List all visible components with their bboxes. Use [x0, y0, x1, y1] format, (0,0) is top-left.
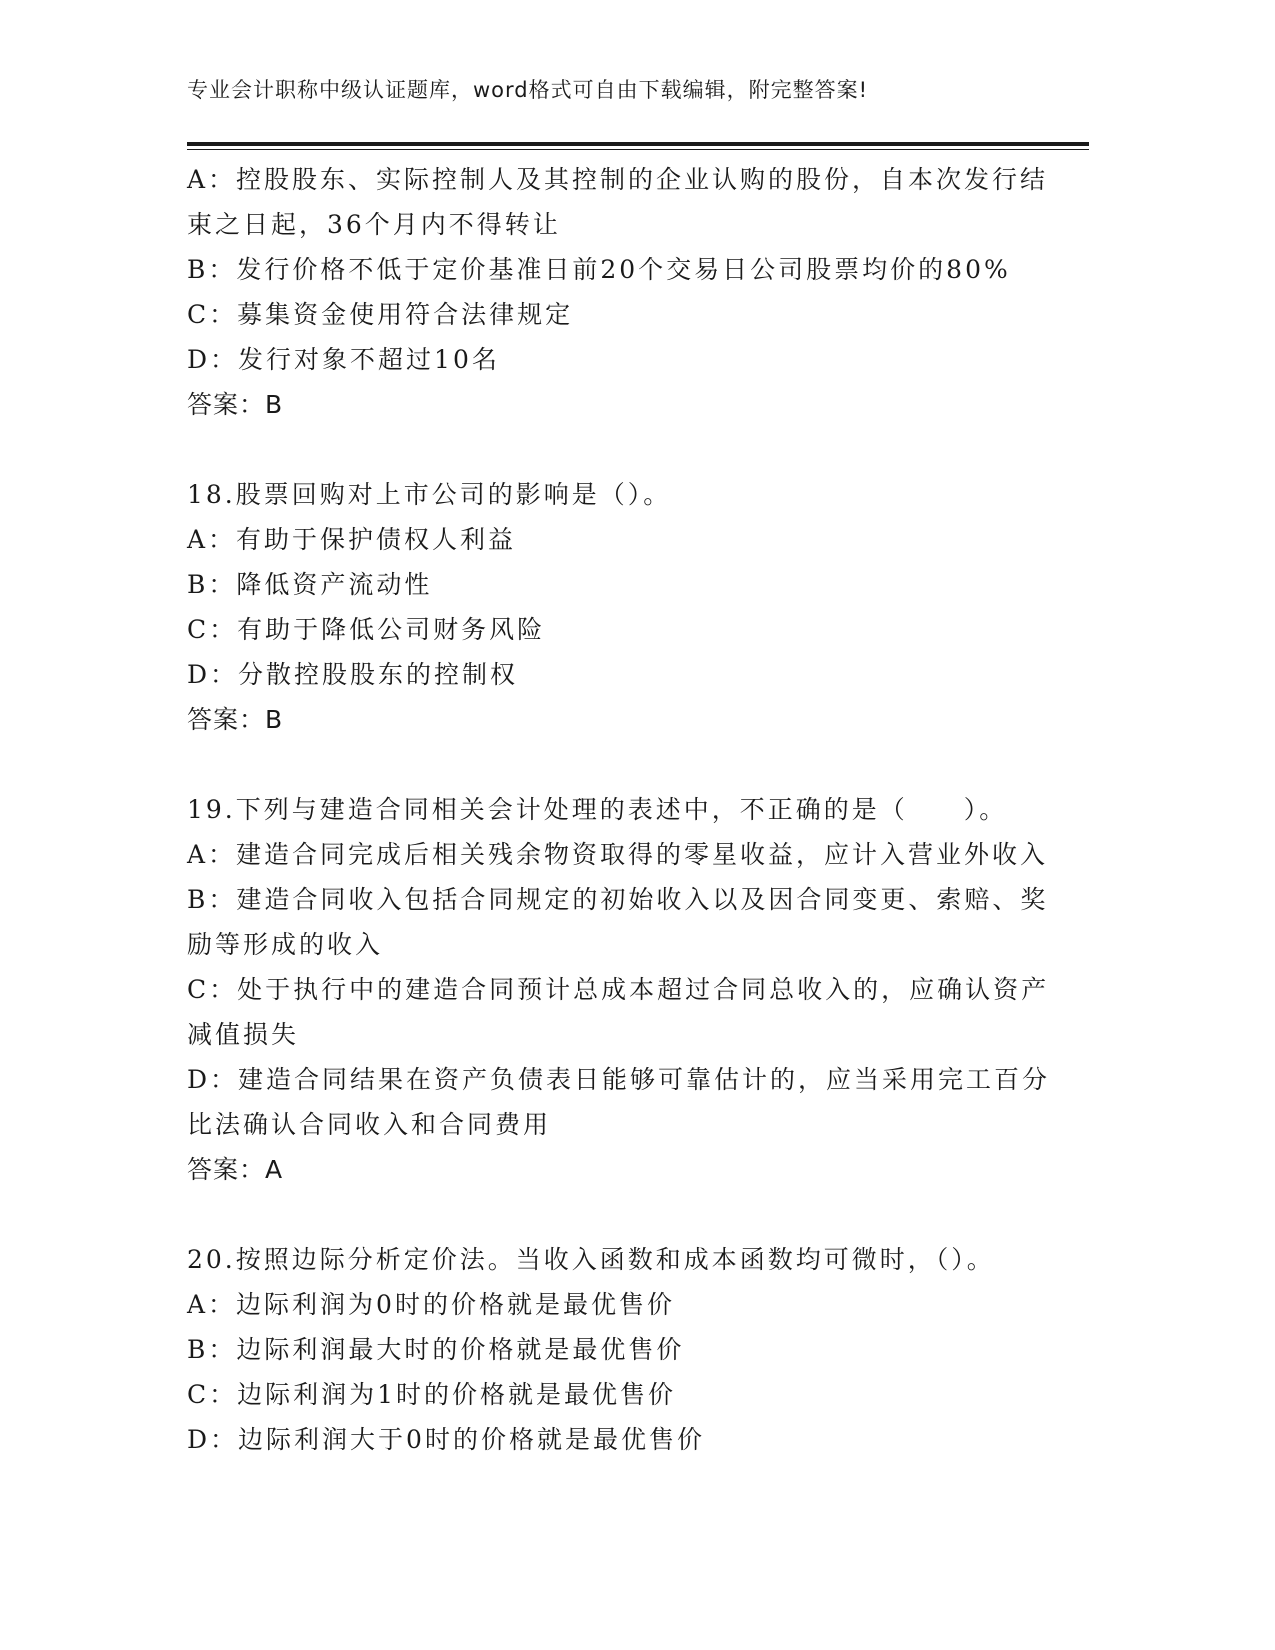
question-18-answer: 答案：B: [187, 705, 284, 734]
question-20-stem: 20.按照边际分析定价法。当收入函数和成本函数均可微时，（）。: [187, 1245, 995, 1274]
question-17-option-d: D：发行对象不超过10名: [187, 345, 500, 374]
question-18-stem: 18.股票回购对上市公司的影响是（）。: [187, 480, 672, 509]
question-17-option-a: A：控股股东、实际控制人及其控制的企业认购的股份，自本次发行结: [187, 165, 1049, 194]
spacer: [187, 427, 1077, 472]
question-17-option-b: B：发行价格不低于定价基准日前20个交易日公司股票均价的80%: [187, 255, 1011, 284]
question-18-option-c: C：有助于降低公司财务风险: [187, 615, 546, 644]
question-20-option-c: C：边际利润为1时的价格就是最优售价: [187, 1380, 677, 1409]
header-rule-thin: [187, 149, 1089, 150]
question-19-stem: 19.下列与建造合同相关会计处理的表述中，不正确的是（ ）。: [187, 795, 1008, 824]
question-19-option-c: C：处于执行中的建造合同预计总成本超过合同总收入的，应确认资产: [187, 975, 1050, 1004]
question-20-option-b: B：边际利润最大时的价格就是最优售价: [187, 1335, 685, 1364]
question-17: [187, 157, 1077, 427]
question-18-option-b: B：降低资产流动性: [187, 570, 433, 599]
question-17-option-c: C：募集资金使用符合法律规定: [187, 300, 574, 329]
question-19-option-b-cont: 励等形成的收入: [187, 930, 384, 959]
spacer: [187, 1192, 1077, 1237]
question-18: [187, 472, 1077, 742]
question-19: [187, 787, 1077, 1192]
question-20-option-d: D：边际利润大于0时的价格就是最优售价: [187, 1425, 705, 1454]
question-18-option-a: A：有助于保护债权人利益: [187, 525, 517, 554]
question-19-answer: 答案：A: [187, 1155, 284, 1184]
question-19-option-d-cont: 比法确认合同收入和合同费用: [187, 1110, 552, 1139]
question-17-answer: 答案：B: [187, 390, 284, 419]
header-rule-thick: [187, 142, 1089, 146]
document-body: [187, 157, 1077, 1462]
question-19-option-b: B：建造合同收入包括合同规定的初始收入以及因合同变更、索赔、奖: [187, 885, 1049, 914]
question-17-option-a-cont: 束之日起，36个月内不得转让: [187, 210, 561, 239]
question-20: [187, 1237, 1077, 1462]
question-19-option-a: A：建造合同完成后相关残余物资取得的零星收益，应计入营业外收入: [187, 840, 1049, 869]
spacer: [187, 742, 1077, 787]
question-19-option-c-cont: 减值损失: [187, 1020, 300, 1049]
document-header: 专业会计职称中级认证题库，word格式可自由下载编辑，附完整答案!: [187, 78, 869, 102]
question-20-option-a: A：边际利润为0时的价格就是最优售价: [187, 1290, 675, 1319]
question-19-option-d: D：建造合同结果在资产负债表日能够可靠估计的，应当采用完工百分: [187, 1065, 1051, 1094]
question-18-option-d: D：分散控股股东的控制权: [187, 660, 519, 689]
